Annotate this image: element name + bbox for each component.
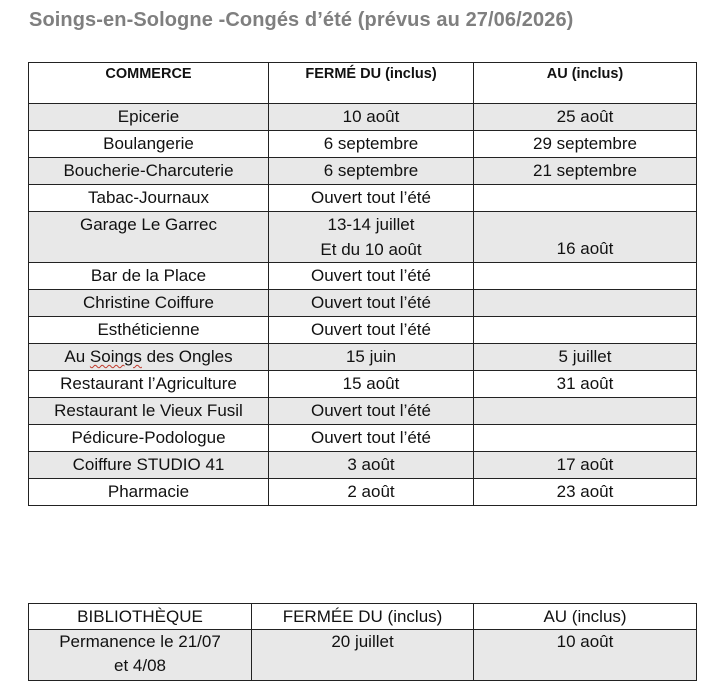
closed-until: 5 juillet	[474, 344, 697, 371]
shops-closure-table	[28, 62, 697, 506]
closed-from: Ouvert tout l’été	[269, 290, 474, 317]
shop-name: Boulangerie	[29, 131, 269, 158]
closed-from: 6 septembre	[269, 158, 474, 185]
table-header-row	[29, 63, 697, 104]
shop-name	[29, 344, 269, 371]
shop-name: Restaurant l’Agriculture	[29, 371, 269, 398]
closed-from: Ouvert tout l’été	[269, 317, 474, 344]
table-row	[29, 104, 697, 131]
header-closed-from: FERMÉE DU (inclus)	[252, 604, 474, 630]
header-until: AU (inclus)	[474, 604, 697, 630]
header-closed-from: FERMÉ DU (inclus)	[269, 63, 474, 104]
shop-name: Christine Coiffure	[29, 290, 269, 317]
shop-name-suffix: des Ongles	[141, 347, 233, 366]
closed-until	[474, 317, 697, 344]
closed-from: 10 août	[269, 104, 474, 131]
table-row	[29, 398, 697, 425]
header-library: BIBLIOTHÈQUE	[29, 604, 252, 630]
closed-from: Ouvert tout l’été	[269, 425, 474, 452]
closed-from-line1: 13-14 juillet	[327, 215, 415, 234]
shop-name: Bar de la Place	[29, 263, 269, 290]
closed-until: 25 août	[474, 104, 697, 131]
closed-until: 21 septembre	[474, 158, 697, 185]
closed-until	[474, 263, 697, 290]
shop-name: Restaurant le Vieux Fusil	[29, 398, 269, 425]
closed-from: 15 août	[269, 371, 474, 398]
closed-from: 15 juin	[269, 344, 474, 371]
shop-name: Garage Le Garrec	[29, 212, 269, 263]
page-title: Soings-en-Sologne -Congés d’été (prévus au 27/06/2026)	[29, 9, 574, 31]
table-row	[29, 158, 697, 185]
closed-from	[269, 212, 474, 263]
library-closure-table	[28, 603, 697, 681]
closed-until	[474, 425, 697, 452]
shop-name: Coiffure STUDIO 41	[29, 452, 269, 479]
closed-from: 20 juillet	[252, 630, 474, 681]
table-row	[29, 317, 697, 344]
closed-from: 6 septembre	[269, 131, 474, 158]
closed-until	[474, 185, 697, 212]
table-row	[29, 630, 697, 681]
spellcheck-flagged-word: Soings	[89, 347, 142, 366]
shop-name: Esthéticienne	[29, 317, 269, 344]
shop-name-prefix: Au	[64, 347, 90, 366]
closed-from: 2 août	[269, 479, 474, 506]
header-commerce: COMMERCE	[29, 63, 269, 104]
library-name-line1: Permanence le 21/07	[59, 632, 221, 651]
closed-from: Ouvert tout l’été	[269, 185, 474, 212]
table-row	[29, 371, 697, 398]
table-row	[29, 212, 697, 263]
library-name	[29, 630, 252, 681]
table-row	[29, 452, 697, 479]
table-row	[29, 479, 697, 506]
closed-from: Ouvert tout l’été	[269, 398, 474, 425]
table-header-row	[29, 604, 697, 630]
shop-name: Pharmacie	[29, 479, 269, 506]
closed-from: 3 août	[269, 452, 474, 479]
closed-until: 10 août	[474, 630, 697, 681]
shop-name: Tabac-Journaux	[29, 185, 269, 212]
closed-from-line2: Et du 10 août	[320, 240, 422, 259]
shop-name: Pédicure-Podologue	[29, 425, 269, 452]
closed-until: 16 août	[474, 212, 697, 263]
shop-name: Boucherie-Charcuterie	[29, 158, 269, 185]
table-row	[29, 131, 697, 158]
shop-name: Epicerie	[29, 104, 269, 131]
closed-from: Ouvert tout l’été	[269, 263, 474, 290]
closed-until	[474, 290, 697, 317]
closed-until: 31 août	[474, 371, 697, 398]
table-row	[29, 344, 697, 371]
header-until: AU (inclus)	[474, 63, 697, 104]
table-row	[29, 425, 697, 452]
closed-until	[474, 398, 697, 425]
table-row	[29, 185, 697, 212]
table-row	[29, 290, 697, 317]
closed-until: 23 août	[474, 479, 697, 506]
table-row	[29, 263, 697, 290]
closed-until: 29 septembre	[474, 131, 697, 158]
library-name-line2: et 4/08	[114, 656, 166, 675]
closed-until: 17 août	[474, 452, 697, 479]
